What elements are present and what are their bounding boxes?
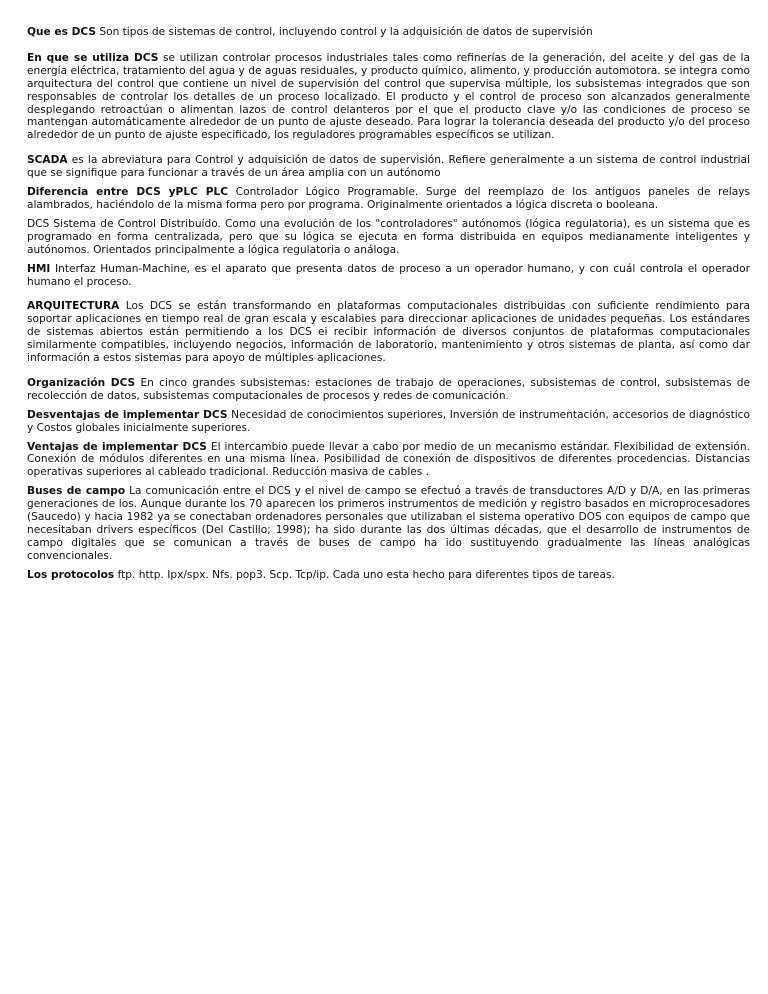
term-hmi: HMI — [27, 262, 51, 275]
paragraph-organizacion-dcs — [27, 377, 750, 403]
term-ventajas: Ventajas de implementar DCS — [27, 440, 207, 453]
paragraph-buses-de-campo — [27, 485, 750, 562]
term-diferencia-dcs-plc: Diferencia entre DCS yPLC PLC — [27, 186, 229, 199]
paragraph-arquitectura — [27, 300, 750, 365]
paragraph-en-que-se-utiliza — [27, 52, 750, 142]
term-buses-de-campo: Buses de campo — [27, 485, 126, 498]
paragraph-desventajas — [27, 409, 750, 435]
body-ventajas: El intercambio puede llevar a cabo por medio de un mecanismo estándar. Flexibilidad de extensión. Conexión de módulos diferentes en una misma línea. Posibilidad de conexión de dispositivos de diferentes procedencias. Distancias operativas superiores al cableado tradicional. Reducción masiva de cables . — [27, 440, 750, 479]
paragraph-que-es-dcs — [27, 26, 750, 39]
body-organizacion-dcs: En cinco grandes subsistemas: estaciones de trabajo de operaciones, subsistemas de control, subsistemas de recolección de datos, subsistemas computacionales de procesos y redes de comunicación. — [27, 376, 750, 402]
body-scada: es la abreviatura para Control y adquisición de datos de supervisión. Refiere generalmente a un sistema de control industrial que se signifique para funcionar a través de un área amplia con un autónomo — [27, 154, 750, 180]
paragraph-ventajas — [27, 441, 750, 480]
term-que-es-dcs: Que es DCS — [27, 26, 96, 38]
body-buses-de-campo: La comunicación entre el DCS y el nivel de campo se efectuó a través de transductores A/D y D/A, en las primeras generaciones de los. Aunque durante los 70 aparecen los primeros instrumentos de medición y registro basados en microprocesadores (Saucedo) y hacia 1982 ya se conectaban ordenadores personales que utilizaban el sistema operativo DOS con equipos de campo que necesitaban drivers específicos (Del Castillo; 1998); ha sido durante las dos últimas décadas, que el desarrollo de instrumentos de campo digitales que se comunican a través de buses de campo ha ido sustituyendo gradualmente las líneas analógicas convencionales. — [27, 485, 751, 562]
term-desventajas: Desventajas de implementar DCS — [27, 408, 228, 421]
paragraph-dcs-sistema-distribuido — [27, 218, 750, 257]
document-body — [27, 26, 750, 582]
body-en-que-se-utiliza: se utilizan controlar procesos industriales tales como refinerías de la generación, del aceite y del gas de la energía eléctrica, tratamiento del agua y de aguas residuales, y producto químico, alimento, y producción automotora. se integra como arquitectura del control que contiene un nivel de supervisión del control que supervisa múltiple, los subsistemas integrados que son responsables de controlar los detalles de un proceso localizado. El producto y el control de proceso son alcanzados generalmente desplegando retroactúan o alimentan lazos de control delanteros por el que el producto clave y/o las condiciones de proceso se mantengan automáticamente alrededor de un punto de ajuste deseado. Para lograr la tolerancia deseada del producto y/o del proceso alrededor de un punto de ajuste especificado, los reguladores programables específicos se utilizan. — [27, 51, 750, 142]
paragraph-hmi — [27, 263, 750, 289]
body-hmi: Interfaz Human-Machine, es el aparato que presenta datos de proceso a un operador humano, y con cuál controla el operador humano el proceso. — [27, 262, 750, 288]
body-diferencia-dcs-plc: Controlador Lógico Programable. Surge del reemplazo de los antiguos paneles de relays alambrados, haciéndolo de la misma forma pero por programa. Originalmente orientados a lógica discreta o booleana. — [27, 186, 750, 211]
body-dcs-sistema-distribuido: DCS Sistema de Control Distribuído. Como una evolución de los "controladores" autónomos (lógica regulatoria), es un sistema que es programado en forma centralizada, pero que su lógica se ejecuta en forma distribuida en equipos medianamente inteligentes y autónomos. Orientados principalmente a lógica regulatoria o análoga. — [27, 217, 750, 256]
body-desventajas: Necesidad de conocimientos superiores, Inversión de instrumentación, accesorios de diagnóstico y Costos globales inicialmente superiores. — [27, 408, 750, 434]
term-en-que-se-utiliza: En que se utiliza DCS — [27, 51, 159, 64]
term-scada: SCADA — [27, 154, 68, 167]
paragraph-diferencia-dcs-plc — [27, 186, 750, 212]
body-protocolos: ftp. http. Ipx/spx. Nfs. pop3. Scp. Tcp/ip. Cada uno esta hecho para diferentes tipos de tareas. — [114, 568, 615, 581]
body-arquitectura: Los DCS se están transformando en plataformas computacionales distribuidas con suficiente rendimiento para soportar aplicaciones en tiempo real de gran escala y escalabies para direccionar aplicaciones de unidades pequeñas. Los estándares de sistemas abiertos están permitiendo a los DCS ei recibir información de diversos conjuntos de plataformas computacionales similarmente compatibles, incluyendo negocios, información de laboratorio, mantenimiento y otros sistemas de planta, así como dar información a estos sistemas para apoyo de múltiples aplicaciones. — [27, 300, 750, 365]
term-protocolos: Los protocolos — [27, 568, 115, 581]
body-que-es-dcs: Son tipos de sistemas de control, incluyendo control y la adquisición de datos de supervisión — [96, 26, 593, 38]
paragraph-protocolos — [27, 569, 750, 582]
term-organizacion-dcs: Organización DCS — [27, 376, 136, 389]
term-arquitectura: ARQUITECTURA — [27, 300, 120, 313]
paragraph-scada — [27, 154, 750, 180]
